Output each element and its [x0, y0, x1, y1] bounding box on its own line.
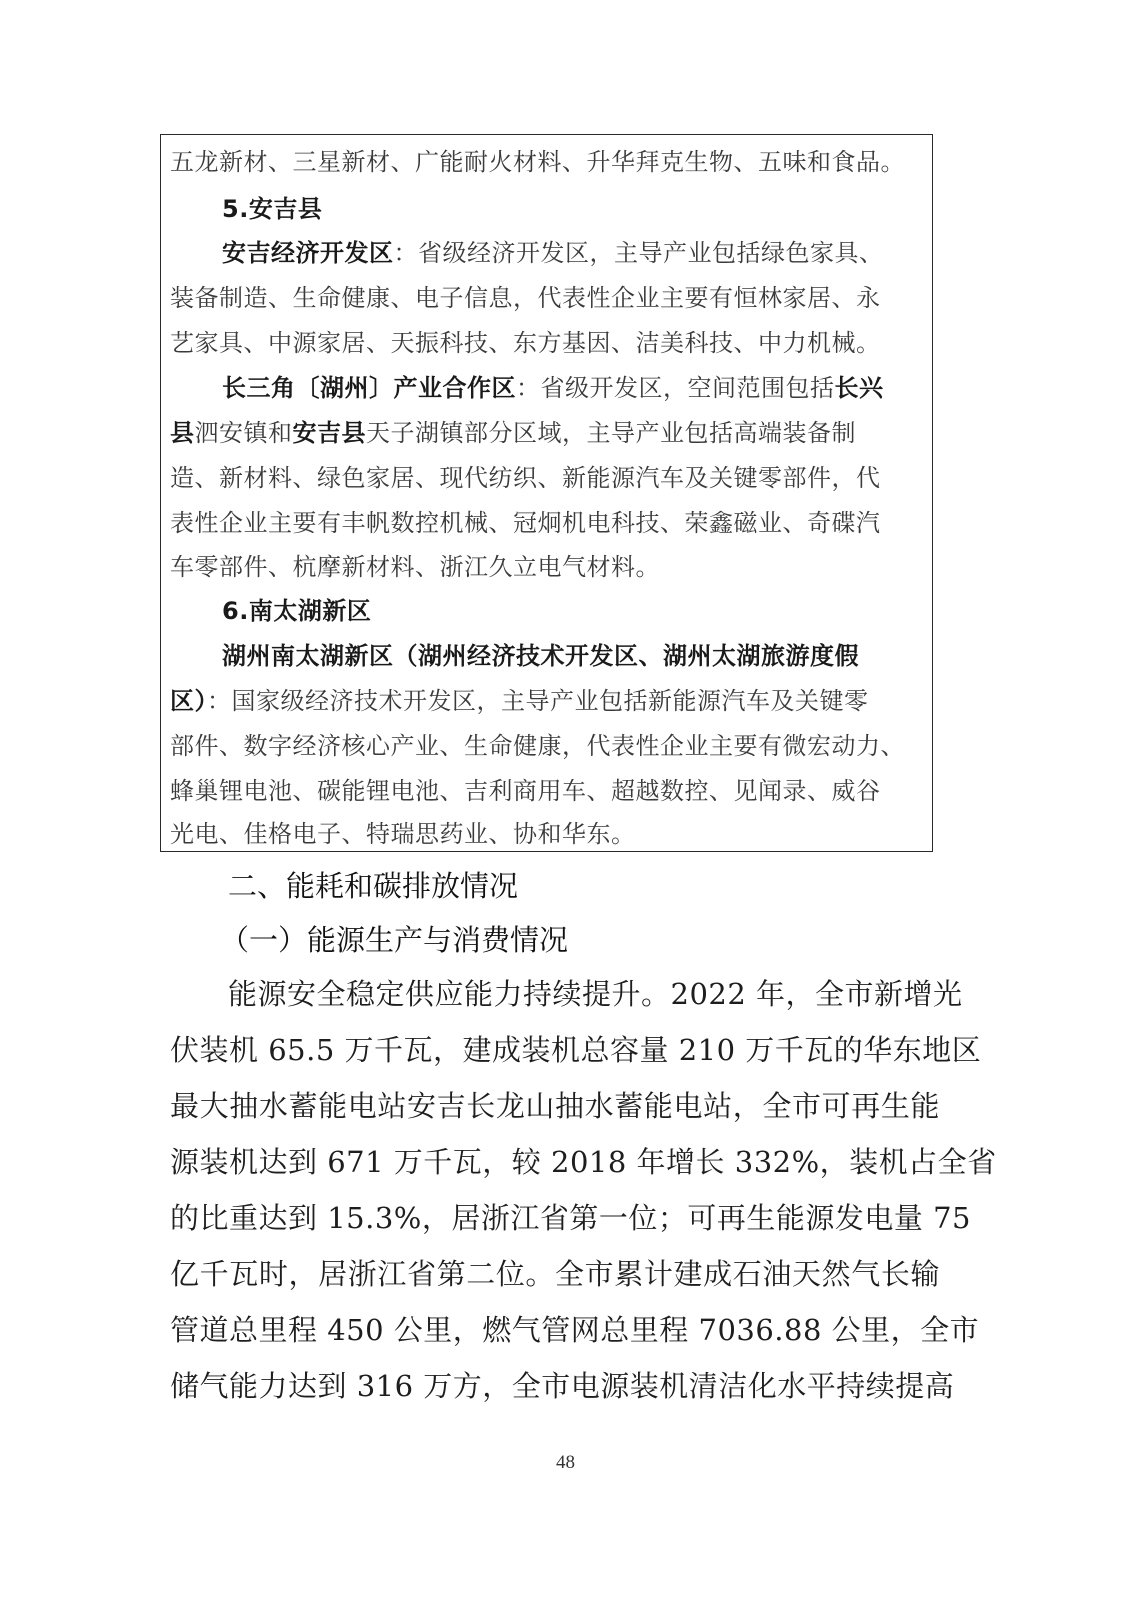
box-text: ：省级经济开发区，主导产业包括绿色家具、: [393, 239, 884, 267]
zone-label: 长三角〔湖州〕产业合作区: [222, 374, 516, 402]
box-text-bold: 县: [170, 419, 195, 447]
body-line: 伏装机 65.5 万千瓦，建成装机总容量 210 万千瓦的华东地区: [170, 1033, 982, 1067]
zone-label: 区）: [170, 687, 207, 715]
box-line: 车零部件、杭摩新材料、浙江久立电气材料。: [170, 553, 660, 581]
body-line: 管道总里程 450 公里，燃气管网总里程 7036.88 公里，全市: [170, 1313, 980, 1347]
box-line: 部件、数字经济核心产业、生命健康，代表性企业主要有微宏动力、: [170, 732, 905, 760]
body-line: 最大抽水蓄能电站安吉长龙山抽水蓄能电站，全市可再生能: [170, 1089, 940, 1123]
zone-label: 安吉经济开发区: [222, 239, 394, 267]
box-line: 表性企业主要有丰帆数控机械、冠炯机电科技、荣鑫磁业、奇碟汽: [170, 509, 881, 537]
box-text-bold: 长兴: [834, 374, 884, 402]
heading-energy-production: （一）能源生产与消费情况: [220, 923, 569, 957]
box-line: 光电、佳格电子、特瑞思药业、协和华东。: [170, 820, 636, 848]
box-text: 泗安镇和: [194, 419, 293, 447]
box-text: ：国家级经济技术开发区，主导产业包括新能源汽车及关键零: [207, 687, 869, 715]
body-line: 源装机达到 671 万千瓦，较 2018 年增长 332%，装机占全省: [170, 1145, 997, 1179]
heading-energy-carbon: 二、能耗和碳排放情况: [228, 869, 519, 903]
box-line: [170, 685, 930, 717]
body-line: 的比重达到 15.3%，居浙江省第一位；可再生能源发电量 75: [170, 1201, 971, 1235]
box-text-bold: 安吉县: [292, 419, 366, 447]
box-text: 天子湖镇部分区域，主导产业包括高端装备制: [366, 419, 856, 447]
box-line: 蜂巢锂电池、碳能锂电池、吉利商用车、超越数控、见闻录、威谷: [170, 777, 881, 805]
box-line: [222, 372, 930, 404]
body-line: 亿千瓦时，居浙江省第二位。全市累计建成石油天然气长输: [170, 1257, 940, 1291]
box-text: ：省级开发区，空间范围包括: [516, 374, 835, 402]
box-line: 艺家具、中源家居、天振科技、东方基因、洁美科技、中力机械。: [170, 329, 881, 357]
body-line: 能源安全稳定供应能力持续提升。2022 年，全市新增光: [228, 977, 963, 1011]
section-title-nantaihu: 6.南太湖新区: [222, 597, 372, 625]
zone-label: 湖州南太湖新区（湖州经济技术开发区、湖州太湖旅游度假: [222, 642, 859, 670]
box-line: [170, 417, 930, 449]
box-line: [222, 237, 930, 269]
box-line: 装备制造、生命健康、电子信息，代表性企业主要有恒林家居、永: [170, 284, 881, 312]
box-line: 五龙新材、三星新材、广能耐火材料、升华拜克生物、五味和食品。: [170, 148, 905, 176]
box-line: 造、新材料、绿色家居、现代纺织、新能源汽车及关键零部件，代: [170, 464, 881, 492]
section-title-anji: 5.安吉县: [222, 195, 323, 223]
body-line: 储气能力达到 316 万方，全市电源装机清洁化水平持续提高: [170, 1369, 955, 1403]
page-number: 48: [556, 1452, 575, 1473]
